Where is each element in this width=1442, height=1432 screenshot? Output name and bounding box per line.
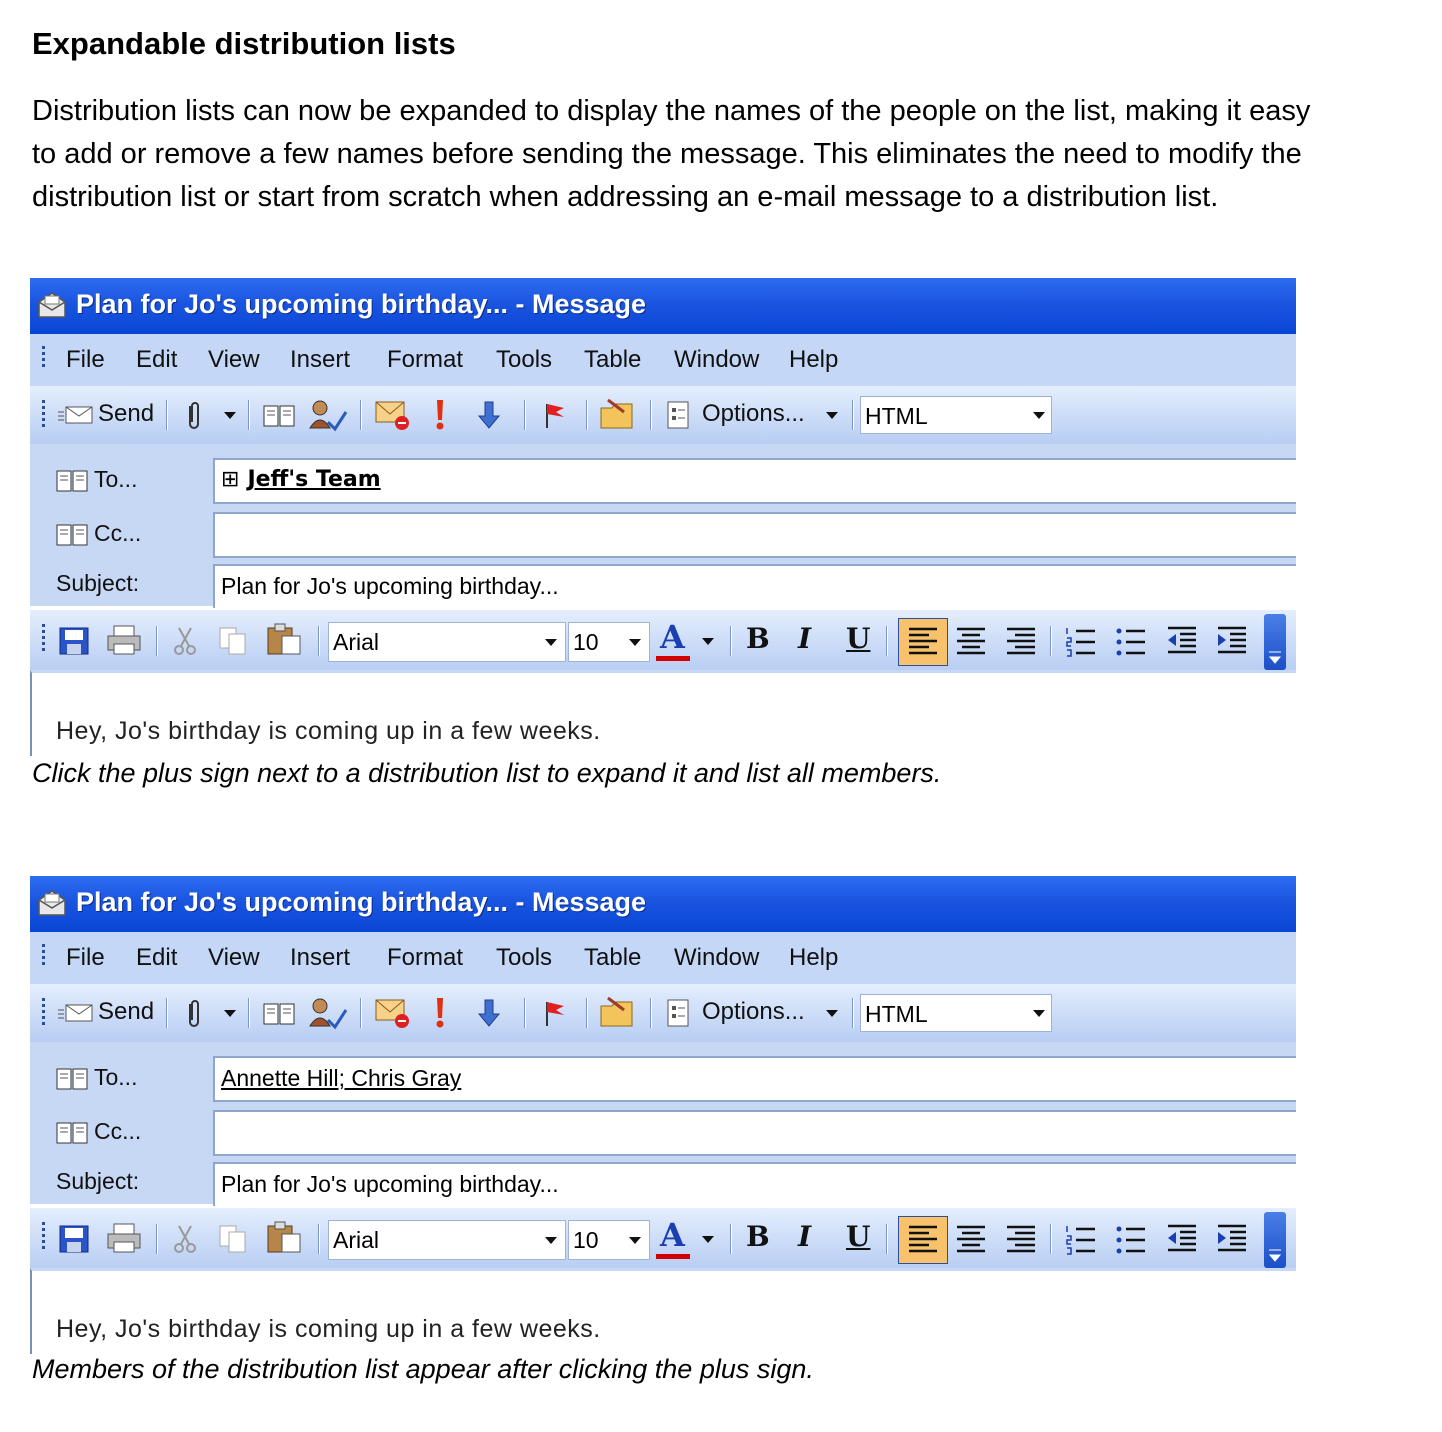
toolbar-options-chevron[interactable] [1264, 1212, 1286, 1268]
subject-field[interactable] [213, 1162, 1296, 1208]
paste-icon[interactable] [266, 1220, 302, 1254]
paperclip-icon[interactable] [184, 400, 204, 432]
cc-label: Cc... [94, 1118, 142, 1144]
standard-toolbar [30, 984, 1296, 1043]
message-body[interactable] [30, 1268, 1296, 1354]
distribution-list-name[interactable]: Jeff's Team [247, 467, 381, 492]
numbered-list-icon[interactable] [1064, 1222, 1098, 1256]
font-dropdown-arrow[interactable] [545, 1237, 557, 1244]
options-icon[interactable] [666, 400, 690, 430]
menu-insert[interactable]: Insert [290, 944, 351, 971]
decrease-indent-icon[interactable] [1164, 1222, 1200, 1256]
flag-icon[interactable] [542, 998, 568, 1028]
toolbar-separator [248, 400, 250, 430]
toolbar-separator [852, 400, 854, 430]
toolbar-separator [318, 1224, 320, 1254]
menu-table[interactable]: Table [584, 944, 642, 971]
save-icon[interactable] [58, 626, 90, 656]
paperclip-icon[interactable] [184, 998, 204, 1030]
chevron-down-icon [1264, 614, 1286, 670]
send-button[interactable]: Send [98, 400, 155, 427]
message-header [30, 444, 1296, 606]
toolbar-separator [318, 626, 320, 656]
size-dropdown-arrow[interactable] [629, 639, 641, 646]
font-color-swatch [656, 1254, 690, 1259]
font-size-combo[interactable] [568, 1220, 650, 1260]
size-dropdown-arrow[interactable] [629, 1237, 641, 1244]
importance-envelope-icon[interactable] [374, 996, 412, 1030]
formatting-toolbar [30, 1206, 1296, 1270]
cc-field[interactable] [213, 1110, 1296, 1156]
intro-paragraph: Distribution lists can now be expanded to display the names of the people on the list, making it easy to add or remove a few names before sending the message. This eliminates the need to modify the distribution list or start from scratch when addressing an e-mail message to a distribution list. [32, 95, 1311, 213]
importance-envelope-icon[interactable] [374, 398, 412, 432]
message-body[interactable] [30, 670, 1296, 756]
toolbar-separator [586, 400, 588, 430]
align-right-icon[interactable] [1004, 624, 1038, 658]
subject-value: Plan for Jo's upcoming birthday... [221, 573, 559, 599]
toolbar-separator [852, 998, 854, 1028]
bulleted-list-icon[interactable] [1114, 1222, 1148, 1256]
address-book-icon [56, 1121, 88, 1145]
align-right-icon[interactable] [1004, 1222, 1038, 1256]
font-size-value: 10 [573, 1227, 599, 1253]
decrease-indent-icon[interactable] [1164, 624, 1200, 658]
align-center-icon[interactable] [954, 624, 988, 658]
subject-label: Subject: [56, 570, 140, 596]
font-combo[interactable] [328, 1220, 566, 1260]
address-book-icon[interactable] [262, 402, 296, 430]
menu-view[interactable]: View [208, 944, 260, 971]
standard-toolbar [30, 386, 1296, 445]
cc-field[interactable] [213, 512, 1296, 558]
font-color-swatch [656, 656, 690, 661]
menu-tools[interactable]: Tools [496, 346, 553, 373]
menu-window[interactable]: Window [674, 346, 760, 373]
permission-folder-icon[interactable] [598, 994, 636, 1030]
print-icon[interactable] [106, 624, 142, 656]
toolbar-separator [650, 400, 652, 430]
message-window-collapsed [30, 278, 1296, 756]
title-bar [30, 876, 1296, 932]
check-names-icon[interactable] [308, 398, 348, 432]
send-icon [58, 404, 94, 426]
menu-table[interactable]: Table [584, 346, 642, 373]
underline-button[interactable]: U [846, 622, 871, 655]
window-title: Plan for Jo's upcoming birthday... - Message [76, 887, 647, 917]
subject-label: Subject: [56, 1168, 140, 1194]
align-left-button[interactable] [898, 618, 948, 666]
toolbar-separator [886, 626, 888, 656]
menu-file[interactable]: File [66, 346, 105, 373]
options-dropdown-arrow[interactable] [826, 412, 838, 419]
subject-field[interactable] [213, 564, 1296, 610]
toolbar-separator [1050, 1224, 1052, 1254]
document-heading: Expandable distribution lists [32, 26, 456, 61]
toolbar-separator [166, 400, 168, 430]
toolbar-grip[interactable] [42, 998, 46, 1028]
menu-grip[interactable] [42, 944, 46, 968]
menu-tools[interactable]: Tools [496, 944, 553, 971]
check-names-icon[interactable] [308, 996, 348, 1030]
toolbar-grip[interactable] [42, 400, 46, 430]
expand-plus-icon[interactable]: ⊞ [221, 467, 240, 492]
align-left-button[interactable] [898, 1216, 948, 1264]
copy-icon[interactable] [218, 626, 248, 656]
increase-indent-icon[interactable] [1214, 1222, 1250, 1256]
message-envelope-icon [36, 888, 68, 918]
toolbar-separator [524, 400, 526, 430]
toolbar-separator [166, 998, 168, 1028]
attach-dropdown-arrow[interactable] [224, 1010, 236, 1017]
subject-value: Plan for Jo's upcoming birthday... [221, 1171, 559, 1197]
title-bar [30, 278, 1296, 334]
copy-icon[interactable] [218, 1224, 248, 1254]
align-left-icon [899, 619, 947, 665]
font-color-button[interactable]: A [660, 618, 685, 656]
bold-button[interactable]: B [746, 1220, 770, 1253]
attach-dropdown-arrow[interactable] [224, 412, 236, 419]
increase-indent-icon[interactable] [1214, 624, 1250, 658]
toolbar-options-chevron[interactable] [1264, 614, 1286, 670]
address-book-icon [56, 469, 88, 493]
font-value: Arial [333, 1227, 380, 1253]
message-window-expanded [30, 876, 1296, 1354]
toolbar-separator [360, 998, 362, 1028]
to-button[interactable] [56, 1064, 137, 1091]
flag-icon[interactable] [542, 400, 568, 430]
menu-grip[interactable] [42, 346, 46, 370]
toolbar-separator [360, 400, 362, 430]
high-importance-icon[interactable] [432, 996, 448, 1030]
font-value: Arial [333, 629, 380, 655]
message-body-text: Hey, Jo's birthday is coming up in a few weeks. [56, 717, 601, 745]
font-size-value: 10 [573, 629, 599, 655]
menu-format[interactable]: Format [387, 944, 464, 971]
format-combo[interactable] [860, 994, 1052, 1032]
format-combo-value: HTML [865, 403, 928, 429]
format-combo[interactable] [860, 396, 1052, 434]
bold-button[interactable]: B [746, 622, 770, 655]
address-book-icon [56, 1067, 88, 1091]
menu-edit[interactable]: Edit [136, 944, 178, 971]
high-importance-icon[interactable] [432, 398, 448, 432]
font-dropdown-arrow[interactable] [545, 639, 557, 646]
send-button[interactable]: Send [98, 998, 155, 1025]
menu-file[interactable]: File [66, 944, 105, 971]
font-color-dropdown-arrow[interactable] [702, 1236, 714, 1243]
to-field[interactable] [213, 458, 1296, 504]
low-importance-icon[interactable] [478, 400, 500, 430]
message-envelope-icon [36, 290, 68, 320]
toolbar-separator [1050, 626, 1052, 656]
italic-button[interactable]: I [798, 1220, 812, 1253]
message-body-text: Hey, Jo's birthday is coming up in a few weeks. [56, 1315, 601, 1343]
formatting-grip[interactable] [42, 624, 46, 654]
font-color-dropdown-arrow[interactable] [702, 638, 714, 645]
cc-button[interactable] [56, 520, 141, 547]
options-icon[interactable] [666, 998, 690, 1028]
font-color-button[interactable]: A [660, 1216, 685, 1254]
to-label: To... [94, 1064, 138, 1090]
menu-window[interactable]: Window [674, 944, 760, 971]
formatting-grip[interactable] [42, 1222, 46, 1252]
font-size-combo[interactable] [568, 622, 650, 662]
menu-format[interactable]: Format [387, 346, 464, 373]
window-title: Plan for Jo's upcoming birthday... - Message [76, 289, 647, 319]
save-icon[interactable] [58, 1224, 90, 1254]
menu-help[interactable]: Help [789, 944, 839, 971]
format-combo-value: HTML [865, 1001, 928, 1027]
menu-bar [30, 932, 1296, 984]
format-dropdown-arrow[interactable] [1033, 412, 1045, 419]
options-button[interactable]: Options... [702, 998, 805, 1025]
numbered-list-icon[interactable] [1064, 624, 1098, 658]
cc-label: Cc... [94, 520, 142, 546]
caption-expanded: Members of the distribution list appear after clicking the plus sign. [32, 1354, 814, 1384]
paste-icon[interactable] [266, 622, 302, 656]
low-importance-icon[interactable] [478, 998, 500, 1028]
toolbar-separator [156, 626, 158, 656]
bulleted-list-icon[interactable] [1114, 624, 1148, 658]
toolbar-separator [730, 1224, 732, 1254]
menu-view[interactable]: View [208, 346, 260, 373]
formatting-toolbar [30, 608, 1296, 672]
align-center-icon[interactable] [954, 1222, 988, 1256]
italic-button[interactable]: I [798, 622, 812, 655]
menu-edit[interactable]: Edit [136, 346, 178, 373]
toolbar-separator [156, 1224, 158, 1254]
cut-icon[interactable] [172, 1224, 198, 1254]
toolbar-separator [650, 998, 652, 1028]
address-book-icon[interactable] [262, 1000, 296, 1028]
menu-insert[interactable]: Insert [290, 346, 351, 373]
menu-help[interactable]: Help [789, 346, 839, 373]
toolbar-separator [524, 998, 526, 1028]
format-dropdown-arrow[interactable] [1033, 1010, 1045, 1017]
cc-button[interactable] [56, 1118, 141, 1145]
to-button[interactable] [56, 466, 137, 493]
address-book-icon [56, 523, 88, 547]
permission-folder-icon[interactable] [598, 396, 636, 432]
to-field[interactable] [213, 1056, 1296, 1102]
menu-bar [30, 334, 1296, 386]
to-label: To... [94, 466, 138, 492]
toolbar-separator [586, 998, 588, 1028]
print-icon[interactable] [106, 1222, 142, 1254]
toolbar-separator [886, 1224, 888, 1254]
toolbar-separator [730, 626, 732, 656]
font-combo[interactable] [328, 622, 566, 662]
to-recipients[interactable]: Annette Hill; Chris Gray [221, 1065, 462, 1091]
toolbar-separator [248, 998, 250, 1028]
message-header [30, 1042, 1296, 1204]
send-icon [58, 1002, 94, 1024]
options-button[interactable]: Options... [702, 400, 805, 427]
options-dropdown-arrow[interactable] [826, 1010, 838, 1017]
chevron-down-icon [1264, 1212, 1286, 1268]
cut-icon[interactable] [172, 626, 198, 656]
underline-button[interactable]: U [846, 1220, 871, 1253]
caption-collapsed: Click the plus sign next to a distribution list to expand it and list all members. [32, 758, 942, 788]
align-left-icon [899, 1217, 947, 1263]
